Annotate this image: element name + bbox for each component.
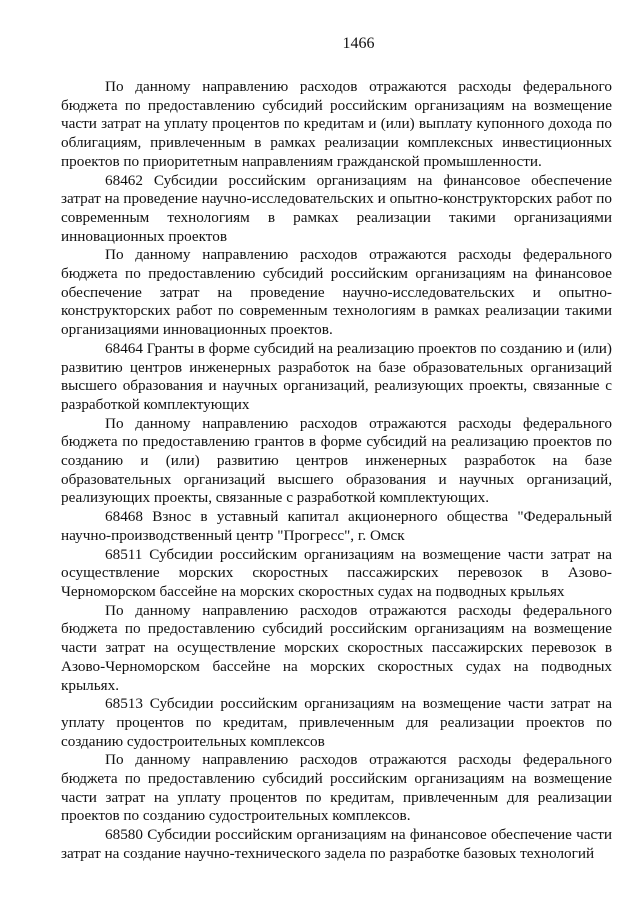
section-heading: 68511 Субсидии российским организациям на возмещение части затрат на осуществление морских скоростных пассажирских перевозок в Азово-Черноморском бассейне на морских скоростных судах на подводных крыльях: [61, 545, 612, 600]
document-body: [61, 78, 612, 864]
paragraph: По данному направлению расходов отражаются расходы федерального бюджета по предоставлению субсидий российским организациям на финансовое обеспечение затрат на проведение научно-исследовательских и опытно-конструкторских работ по современным технологиям в рамках реализации такими организациями инновационных проектов.: [61, 246, 612, 339]
paragraph: По данному направлению расходов отражаются расходы федерального бюджета по предоставлению субсидий российским организациям на возмещение части затрат на уплату процентов по кредитам, привлеченным для реализации проектов по созданию судостроительных комплексов.: [61, 751, 612, 825]
paragraph: По данному направлению расходов отражаются расходы федерального бюджета по предоставлению субсидий российским организациям на возмещение части затрат на уплату процентов по кредитам и (или) выплату купонного дохода по облигациям, привлеченным в рамках реализации комплексных инвестиционных проектов по приоритетным направлениям гражданской промышленности.: [61, 78, 612, 170]
section-heading: 68513 Субсидии российским организациям на возмещение части затрат на уплату процентов по кредитам, привлеченным для реализации проектов по созданию судостроительных комплексов: [61, 695, 612, 750]
page-number: 1466: [342, 35, 375, 52]
section-heading: 68468 Взнос в уставный капитал акционерного общества "Федеральный научно-производственный центр "Прогресс", г. Омск: [61, 508, 612, 544]
section-heading: 68462 Субсидии российским организациям на финансовое обеспечение затрат на проведение научно-исследовательских и опытно-конструкторских работ по современным технологиям в рамках реализации такими организациями инновационных проектов: [61, 171, 612, 245]
section-heading: 68464 Гранты в форме субсидий на реализацию проектов по созданию и (или) развитию центров инженерных разработок на базе образовательных организаций высшего образования и научных организаций, реализующих проекты, связанные с разработкой комплектующих: [61, 339, 612, 413]
paragraph: По данному направлению расходов отражаются расходы федерального бюджета по предоставлению субсидий российским организациям на возмещение части затрат на осуществление морских скоростных пассажирских перевозок в Азово-Черноморском бассейне на морских скоростных судах на подводных крыльях.: [61, 601, 612, 694]
section-heading: 68580 Субсидии российским организациям на финансовое обеспечение части затрат на создание научно-технического задела по разработке базовых технологий: [61, 826, 612, 862]
paragraph: По данному направлению расходов отражаются расходы федерального бюджета по предоставлению грантов в форме субсидий на реализацию проектов по созданию и (или) развитию центров инженерных разработок на базе образовательных организаций высшего образования и научных организаций, реализующих проекты, связанные с разработкой комплектующих.: [61, 414, 612, 507]
